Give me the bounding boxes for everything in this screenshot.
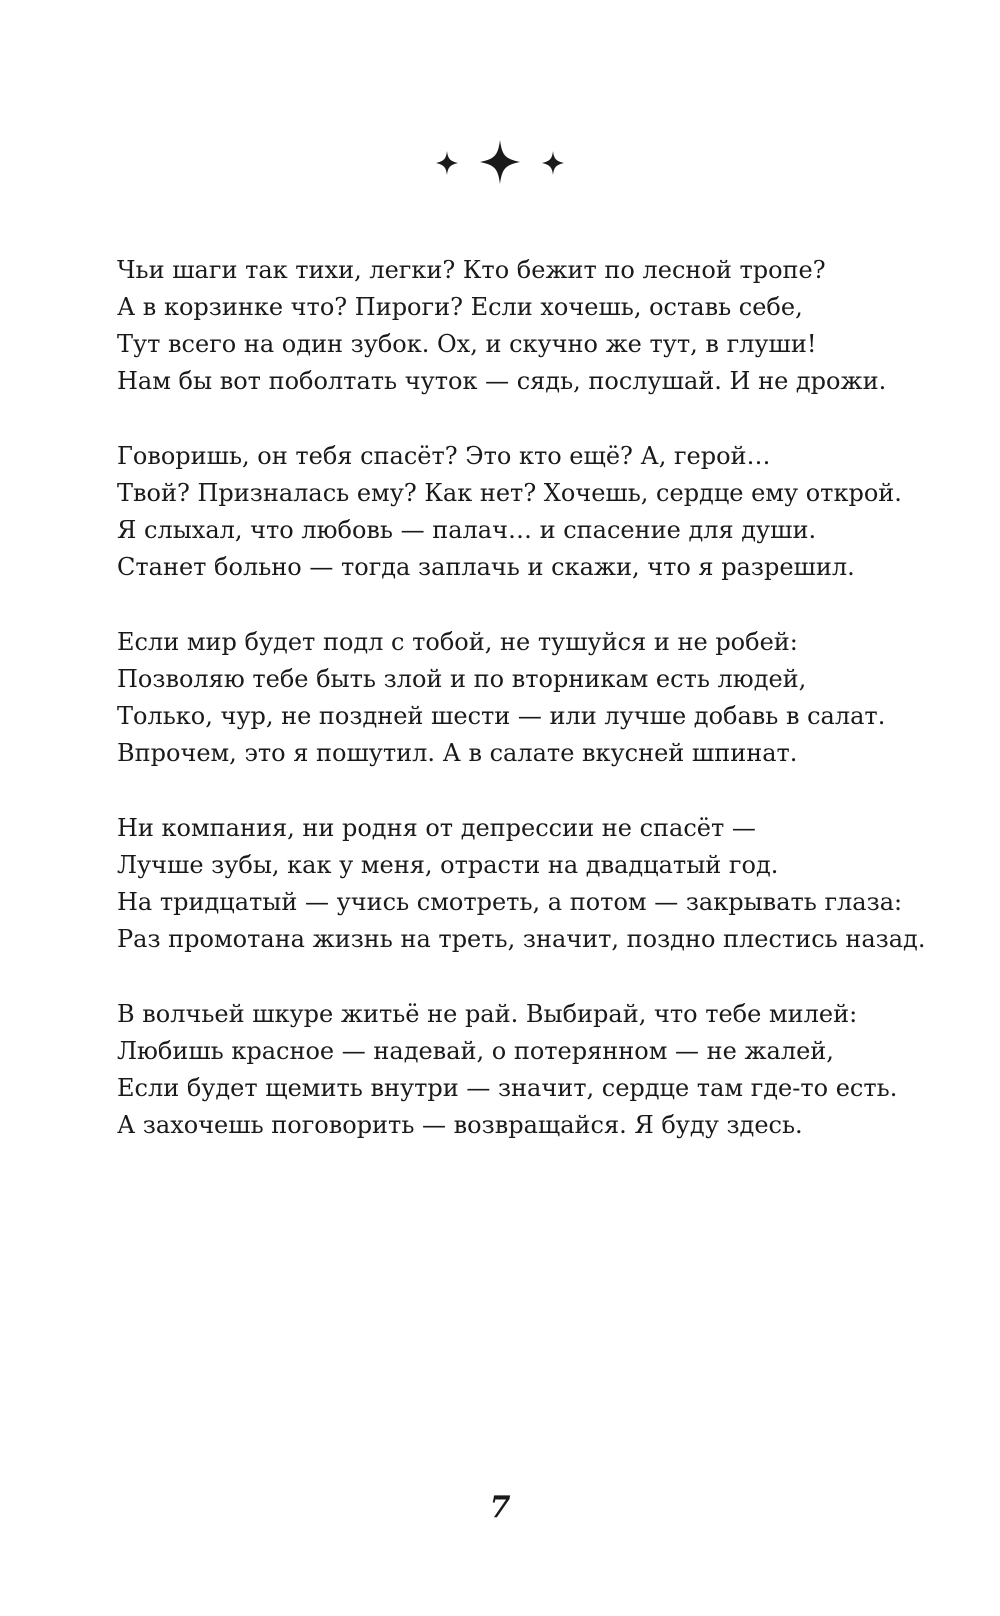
poem-line: А захочешь поговорить — возвращайся. Я буду здесь. bbox=[117, 1111, 803, 1139]
page-number: 7 bbox=[489, 1490, 511, 1525]
small-star-right-icon bbox=[542, 151, 564, 175]
poem-line: Чьи шаги так тихи, легки? Кто бежит по лесной тропе? bbox=[117, 256, 826, 284]
poem-line: Станет больно — тогда заплачь и скажи, что я разрешил. bbox=[117, 553, 855, 581]
poem-line: Нам бы вот поболтать чуток — сядь, послушай. И не дрожи. bbox=[117, 367, 887, 395]
poem bbox=[117, 252, 977, 1182]
poem-line: Говоришь, он тебя спасёт? Это кто ещё? А, герой… bbox=[117, 442, 771, 470]
stanza-3 bbox=[117, 624, 977, 772]
poem-line: Лучше зубы, как у меня, отрасти на двадцатый год. bbox=[117, 851, 779, 879]
poem-line: Если будет щемить внутри — значит, сердце там где-то есть. bbox=[117, 1074, 898, 1102]
poem-line: Раз промотана жизнь на треть, значит, поздно плестись назад. bbox=[117, 925, 926, 953]
three-stars-ornament-icon bbox=[0, 138, 1000, 188]
poem-line: Твой? Призналась ему? Как нет? Хочешь, сердце ему открой. bbox=[117, 479, 902, 507]
poem-line: Если мир будет подл с тобой, не тушуйся и не робей: bbox=[117, 628, 798, 656]
poem-line: На тридцатый — учись смотреть, а потом — закрывать глаза: bbox=[117, 888, 903, 916]
poem-line: Любишь красное — надевай, о потерянном — не жалей, bbox=[117, 1037, 834, 1065]
poem-line: Впрочем, это я пошутил. А в салате вкусней шпинат. bbox=[117, 739, 798, 767]
stanza-2 bbox=[117, 438, 977, 586]
stanza-4 bbox=[117, 810, 977, 958]
poem-line: А в корзинке что? Пироги? Если хочешь, оставь себе, bbox=[117, 293, 803, 321]
poem-line: В волчьей шкуре житьё не рай. Выбирай, что тебе милей: bbox=[117, 1000, 858, 1028]
poem-line: Тут всего на один зубок. Ох, и скучно же тут, в глуши! bbox=[117, 330, 817, 358]
large-star-center-icon bbox=[480, 140, 520, 184]
poem-line: Я слыхал, что любовь — палач… и спасение для души. bbox=[117, 516, 817, 544]
stanza-5 bbox=[117, 996, 977, 1144]
poem-line: Позволяю тебе быть злой и по вторникам есть людей, bbox=[117, 665, 807, 693]
poem-line: Только, чур, не поздней шести — или лучше добавь в салат. bbox=[117, 702, 886, 730]
small-star-left-icon bbox=[436, 151, 458, 175]
poem-line: Ни компания, ни родня от депрессии не спасёт — bbox=[117, 814, 756, 842]
stanza-1 bbox=[117, 252, 977, 400]
